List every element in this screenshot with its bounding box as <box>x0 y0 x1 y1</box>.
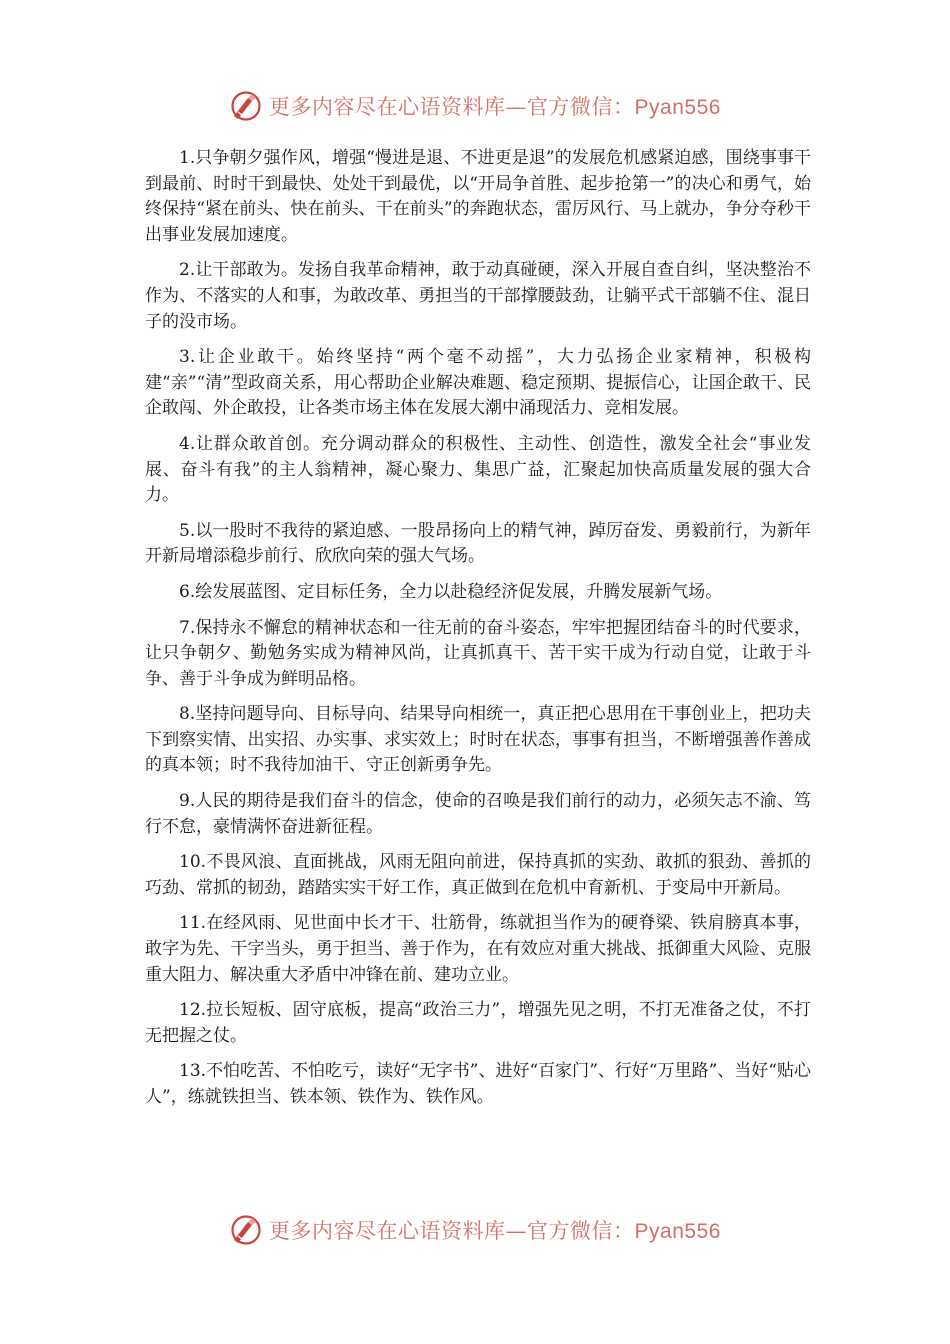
header-banner-content <box>229 89 721 123</box>
footer-banner-content <box>229 1213 721 1247</box>
paragraph-11: 11.在经风雨、见世面中长才干、壮筋骨，练就担当作为的硬脊梁、铁肩膀真本事，敢字为先、干字当头，勇于担当、善于作为，在有效应对重大挑战、抵御重大风险、克服重大阻力、解决重大矛盾中冲锋在前、建功立业。 <box>145 913 811 985</box>
footer-banner-label: 更多内容尽在心语资料库—官方微信： <box>269 1219 635 1243</box>
header-banner-text <box>269 91 721 121</box>
paragraph-1: 1.只争朝夕强作风，增强“慢进是退、不进更是退”的发展危机感紧迫感，围绕事事干到最前、时时干到最快、处处干到最优，以“开局争首胜、起步抢第一”的决心和勇气，始终保持“紧在前头、快在前头、干在前头”的奔跑状态，雷厉风行、马上就办，争分夺秒干出事业发展加速度。 <box>145 148 811 245</box>
paragraph-3: 3.让企业敢干。始终坚持“两个毫不动摇”，大力弘扬企业家精神，积极构建“亲”“清”型政商关系，用心帮助企业解决难题、稳定预期、提振信心，让国企敢干、民企敢闯、外企敢投，让各类市场主体在发展大潮中涌现活力、竞相发展。 <box>145 347 811 419</box>
footer-banner <box>0 1210 950 1250</box>
paragraph-5: 5.以一股时不我待的紧迫感、一股昂扬向上的精气神，踔厉奋发、勇毅前行，为新年开新局增添稳步前行、欣欣向荣的强大气场。 <box>145 520 811 567</box>
paragraph-10: 10.不畏风浪、直面挑战，风雨无阻向前进，保持真抓的实劲、敢抓的狠劲、善抓的巧劲、常抓的韧劲，踏踏实实干好工作，真正做到在危机中育新机、于变局中开新局。 <box>145 852 811 898</box>
document-body <box>145 146 811 1121</box>
paragraph-8: 8.坚持问题导向、目标导向、结果导向相统一，真正把心思用在干事创业上，把功夫下到察实情、出实招、办实事、求实效上；时时在状态，事事有担当，不断增强善作善成的真本领；时不我待加油干、守正创新勇争先。 <box>145 704 811 776</box>
paragraph-9: 9.人民的期待是我们奋斗的信念，使命的召唤是我们前行的动力，必须矢志不渝、笃行不怠，豪情满怀奋进新征程。 <box>145 791 811 837</box>
header-banner-wechat-handle: Pyan556 <box>634 96 721 119</box>
paragraph-7: 7.保持永不懈怠的精神状态和一往无前的奋斗姿态，牢牢把握团结奋斗的时代要求，让只争朝夕、勤勉务实成为精神风尚，让真抓真干、苦干实干成为行动自觉，让敢于斗争、善于斗争成为鲜明品格。 <box>145 617 811 689</box>
pen-nib-logo-icon <box>229 1213 263 1247</box>
pen-nib-logo-icon <box>229 89 263 123</box>
header-banner-label: 更多内容尽在心语资料库—官方微信： <box>269 95 635 119</box>
footer-banner-text <box>269 1215 721 1245</box>
paragraph-13: 13.不怕吃苦、不怕吃亏，读好“无字书”、进好“百家门”、行好“万里路”、当好“贴心人”，练就铁担当、铁本领、铁作为、铁作风。 <box>145 1061 811 1107</box>
paragraph-2: 2.让干部敢为。发扬自我革命精神，敢于动真碰硬，深入开展自查自纠，坚决整治不作为、不落实的人和事，为敢改革、勇担当的干部撑腰鼓劲，让躺平式干部躺不住、混日子的没市场。 <box>145 260 811 332</box>
footer-banner-wechat-handle: Pyan556 <box>634 1220 721 1243</box>
paragraph-12: 12.拉长短板、固守底板，提高“政治三力”，增强先见之明，不打无准备之仗，不打无把握之仗。 <box>145 1000 811 1046</box>
paragraph-6: 6.绘发展蓝图、定目标任务，全力以赴稳经济促发展，升腾发展新气场。 <box>179 581 723 602</box>
paragraph-4: 4.让群众敢首创。充分调动群众的积极性、主动性、创造性，激发全社会“事业发展、奋斗有我”的主人翁精神，凝心聚力、集思广益，汇聚起加快高质量发展的强大合力。 <box>145 433 811 506</box>
header-banner <box>0 86 950 126</box>
